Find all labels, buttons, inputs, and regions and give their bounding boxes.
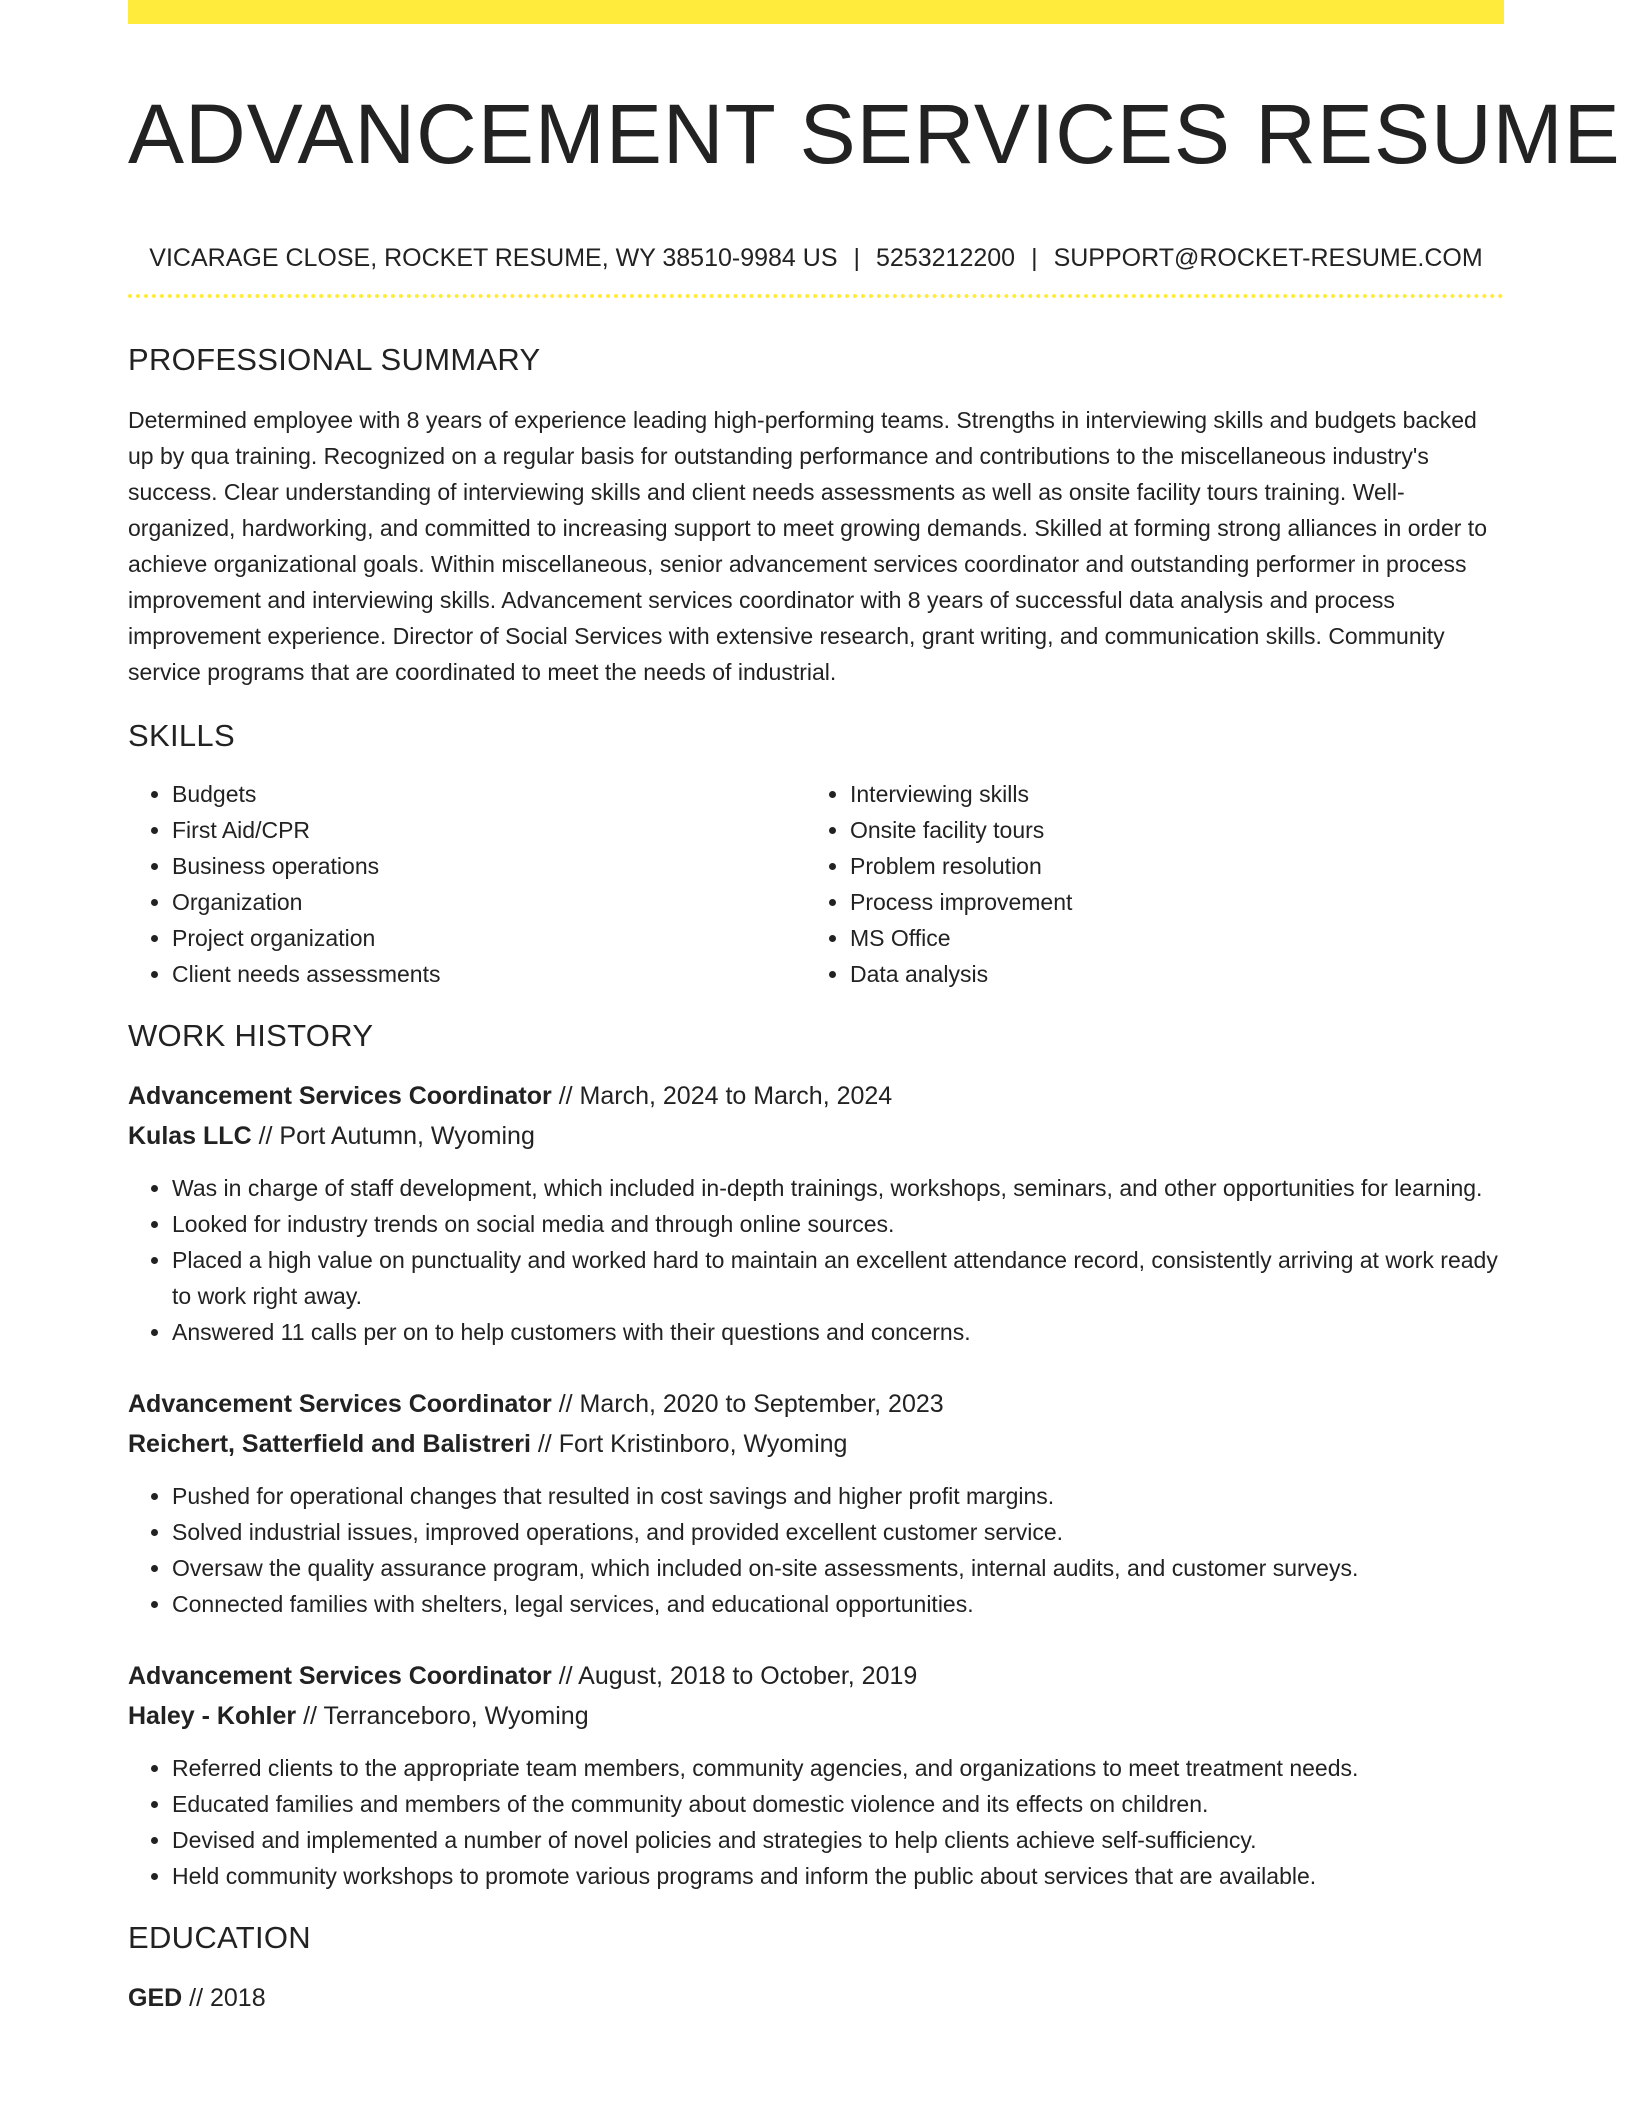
job-company: Haley - Kohler xyxy=(128,1702,297,1730)
skills-column-right xyxy=(806,776,1484,992)
job-title-line xyxy=(128,1076,1504,1116)
job-entry xyxy=(128,1076,1504,1350)
job-company-line xyxy=(128,1424,1504,1464)
job-bullet: • Connected families with shelters, legal services, and educational opportunities. xyxy=(172,1586,1504,1622)
job-bullets xyxy=(128,1478,1504,1622)
job-bullet: • Placed a high value on punctuality and worked hard to maintain an excellent attendance record, consistently arriving at work ready to work right away. xyxy=(172,1242,1504,1314)
job-bullets xyxy=(128,1750,1504,1894)
skills-list xyxy=(128,776,1504,992)
job-location: // Terranceboro, Wyoming xyxy=(303,1702,589,1730)
dotted-divider xyxy=(128,294,1504,298)
job-bullet: • Was in charge of staff development, which included in-depth trainings, workshops, seminars, and other opportunities for learning. xyxy=(172,1170,1504,1206)
job-bullet: • Pushed for operational changes that resulted in cost savings and higher profit margins. xyxy=(172,1478,1504,1514)
education-degree: GED xyxy=(128,1984,183,2012)
job-bullets xyxy=(128,1170,1504,1350)
contact-address: VICARAGE CLOSE, ROCKET RESUME, WY 38510-9984 US xyxy=(149,244,838,272)
section-title-work-history: WORK HISTORY xyxy=(128,1018,374,1053)
job-bullet: • Oversaw the quality assurance program, which included on-site assessments, internal audits, and customer surveys. xyxy=(172,1550,1504,1586)
job-bullet: • Looked for industry trends on social media and through online sources. xyxy=(172,1206,1504,1242)
job-dates: // March, 2020 to September, 2023 xyxy=(558,1390,944,1418)
job-company: Reichert, Satterfield and Balistreri xyxy=(128,1430,531,1458)
skill-item: • Data analysis xyxy=(850,956,1484,992)
resume-content xyxy=(128,24,1621,2018)
skill-item: • Budgets xyxy=(172,776,806,812)
job-location: // Port Autumn, Wyoming xyxy=(258,1122,535,1150)
summary-text: Determined employee with 8 years of experience leading high-performing teams. Strengths in interviewing skills and budgets backed up by qua training. Recognized on a regular basis for outstanding performance and contributions to the miscellaneous industry's success. Clear understanding of interviewing skills and client needs assessments as well as onsite facility tours training. Well-organized, hardworking, and committed to increasing support to meet growing demands. Skilled at forming strong alliances in order to achieve organizational goals. Within miscellaneous, senior advancement services coordinator and outstanding performer in process improvement and interviewing skills. Advancement services coordinator with 8 years of successful data analysis and process improvement experience. Director of Social Services with extensive research, grant writing, and communication skills. Community service programs that are coordinated to meet the needs of industrial. xyxy=(128,407,1487,685)
job-bullet: • Referred clients to the appropriate team members, community agencies, and organizations to meet treatment needs. xyxy=(172,1750,1504,1786)
job-bullet: • Devised and implemented a number of novel policies and strategies to help clients achieve self-sufficiency. xyxy=(172,1822,1504,1858)
job-company: Kulas LLC xyxy=(128,1122,252,1150)
skill-item: • Onsite facility tours xyxy=(850,812,1484,848)
job-bullet: • Solved industrial issues, improved operations, and provided excellent customer service. xyxy=(172,1514,1504,1550)
skill-item: • Process improvement xyxy=(850,884,1484,920)
job-location: // Fort Kristinboro, Wyoming xyxy=(537,1430,848,1458)
job-bullet: • Educated families and members of the community about domestic violence and its effects on children. xyxy=(172,1786,1504,1822)
job-dates: // March, 2024 to March, 2024 xyxy=(558,1082,893,1110)
skills-column-left xyxy=(128,776,806,992)
job-position: Advancement Services Coordinator xyxy=(128,1390,552,1418)
job-entry xyxy=(128,1656,1504,1894)
skill-item: • Organization xyxy=(172,884,806,920)
job-company-line xyxy=(128,1696,1504,1736)
job-dates: // August, 2018 to October, 2019 xyxy=(558,1662,918,1690)
skill-item: • First Aid/CPR xyxy=(172,812,806,848)
skill-item: • Interviewing skills xyxy=(850,776,1484,812)
skill-item: • Business operations xyxy=(172,848,806,884)
contact-email: SUPPORT@ROCKET-RESUME.COM xyxy=(1053,244,1483,272)
job-company-line xyxy=(128,1116,1504,1156)
top-accent-bar xyxy=(128,0,1504,24)
resume-title: ADVANCEMENT SERVICES RESUME xyxy=(128,87,1621,181)
skill-item: • Project organization xyxy=(172,920,806,956)
contact-phone: 5253212200 xyxy=(876,244,1016,272)
job-bullet: • Held community workshops to promote various programs and inform the public about services that are available. xyxy=(172,1858,1504,1894)
section-title-summary: PROFESSIONAL SUMMARY xyxy=(128,342,541,377)
skill-item: • Problem resolution xyxy=(850,848,1484,884)
contact-separator: | xyxy=(1031,244,1038,272)
job-position: Advancement Services Coordinator xyxy=(128,1662,552,1690)
education-year: // 2018 xyxy=(189,1984,266,2012)
job-bullet: • Answered 11 calls per on to help customers with their questions and concerns. xyxy=(172,1314,1504,1350)
skill-item: • MS Office xyxy=(850,920,1484,956)
education-entry xyxy=(128,1978,1504,2018)
job-title-line xyxy=(128,1384,1504,1424)
job-title-line xyxy=(128,1656,1504,1696)
section-title-skills: SKILLS xyxy=(128,718,235,753)
skill-item: • Client needs assessments xyxy=(172,956,806,992)
section-title-education: EDUCATION xyxy=(128,1920,311,1955)
job-position: Advancement Services Coordinator xyxy=(128,1082,552,1110)
contact-separator: | xyxy=(853,244,861,272)
contact-line xyxy=(128,242,1504,274)
job-entry xyxy=(128,1384,1504,1622)
